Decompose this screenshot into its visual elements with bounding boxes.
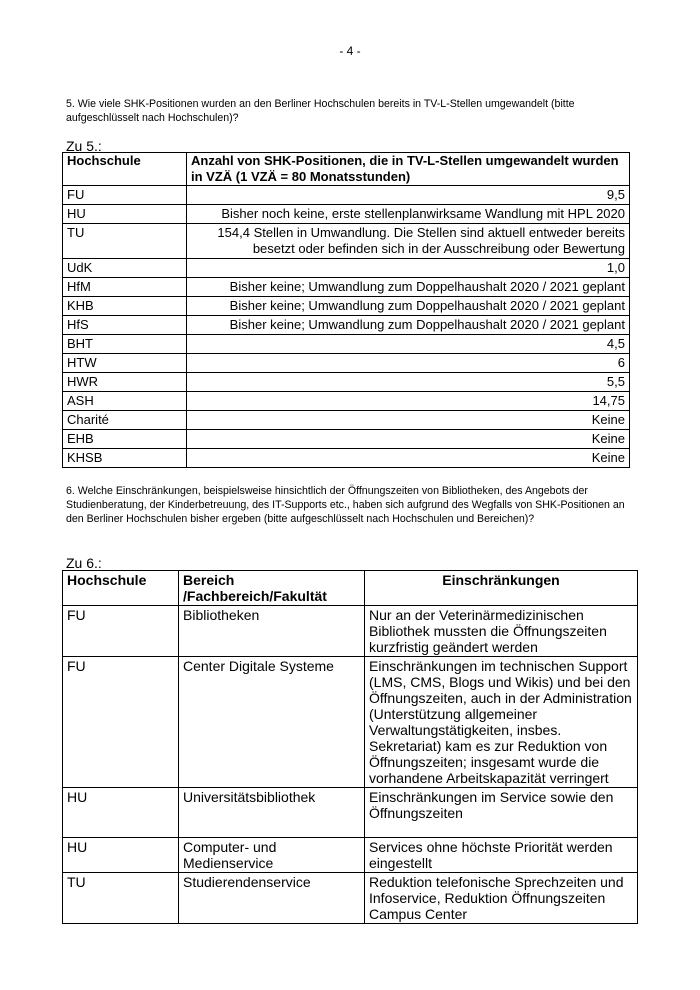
cell-hochschule: FU	[63, 606, 179, 657]
answer-6-label: Zu 6.:	[66, 555, 102, 571]
cell-anzahl: 6	[187, 354, 630, 373]
cell-bereich: Bibliotheken	[179, 606, 365, 657]
cell-anzahl: Keine	[187, 449, 630, 468]
table-row	[63, 335, 630, 354]
answer-5-label: Zu 5.:	[66, 138, 102, 154]
table-row	[63, 411, 630, 430]
table-row	[63, 205, 630, 224]
cell-bereich: Computer- und Medienservice	[179, 838, 365, 873]
table-row	[63, 392, 630, 411]
cell-hochschule: KHB	[63, 297, 187, 316]
cell-hochschule: HfS	[63, 316, 187, 335]
cell-anzahl: 5,5	[187, 373, 630, 392]
cell-anzahl: Bisher noch keine, erste stellenplanwirksame Wandlung mit HPL 2020	[187, 205, 630, 224]
cell-hochschule: HU	[63, 788, 179, 838]
cell-anzahl: 154,4 Stellen in Umwandlung. Die Stellen sind aktuell entweder bereits besetzt oder befinden sich in der Ausschreibung oder Bewertung	[187, 224, 630, 259]
cell-bereich: Center Digitale Systeme	[179, 657, 365, 788]
cell-einschraenkungen: Reduktion telefonische Sprechzeiten und Infoservice, Reduktion Öffnungszeiten Campus Center	[365, 873, 638, 924]
question-6: 6. Welche Einschränkungen, beispielsweise hinsichtlich der Öffnungszeiten von Bibliotheken, des Angebots der Studienberatung, der Kinderbetreuung, des IT-Supports etc., haben sich aufgrund des Wegfalls von SHK-Positionen an den Berliner Hochschulen bisher ergeben (bitte aufgeschlüsselt nach Hochschulen und Bereichen)?	[66, 485, 625, 525]
cell-anzahl: Bisher keine; Umwandlung zum Doppelhaushalt 2020 / 2021 geplant	[187, 316, 630, 335]
cell-hochschule: KHSB	[63, 449, 187, 468]
table-row	[63, 354, 630, 373]
cell-hochschule: ASH	[63, 392, 187, 411]
cell-hochschule: HU	[63, 205, 187, 224]
cell-hochschule: TU	[63, 224, 187, 259]
cell-anzahl: 1,0	[187, 259, 630, 278]
cell-hochschule: BHT	[63, 335, 187, 354]
cell-hochschule: HWR	[63, 373, 187, 392]
column-header-anzahl: Anzahl von SHK-Positionen, die in TV-L-Stellen umgewandelt wurden in VZÄ (1 VZÄ = 80 Monatsstunden)	[187, 153, 630, 186]
table-row	[63, 449, 630, 468]
column-header-einschraenkungen: Einschränkungen	[365, 571, 638, 606]
cell-bereich: Studierendenservice	[179, 873, 365, 924]
cell-anzahl: 14,75	[187, 392, 630, 411]
cell-anzahl: Bisher keine; Umwandlung zum Doppelhaushalt 2020 / 2021 geplant	[187, 297, 630, 316]
table-row	[63, 297, 630, 316]
table-row	[63, 788, 638, 838]
cell-anzahl: 9,5	[187, 186, 630, 205]
cell-hochschule: UdK	[63, 259, 187, 278]
cell-hochschule: EHB	[63, 430, 187, 449]
cell-hochschule: HTW	[63, 354, 187, 373]
cell-einschraenkungen: Services ohne höchste Priorität werden eingestellt	[365, 838, 638, 873]
table-row	[63, 657, 638, 788]
table-row	[63, 224, 630, 259]
table-row	[63, 259, 630, 278]
question-5: 5. Wie viele SHK-Positionen wurden an den Berliner Hochschulen bereits in TV-L-Stellen umgewandelt (bitte aufgeschlüsselt nach Hochschulen)?	[66, 98, 575, 124]
cell-hochschule: FU	[63, 186, 187, 205]
table-row	[63, 873, 638, 924]
cell-bereich: Universitätsbibliothek	[179, 788, 365, 838]
table-row	[63, 316, 630, 335]
cell-anzahl: Bisher keine; Umwandlung zum Doppelhaushalt 2020 / 2021 geplant	[187, 278, 630, 297]
cell-anzahl: Keine	[187, 430, 630, 449]
table-row	[63, 838, 638, 873]
cell-einschraenkungen: Nur an der Veterinärmedizinischen Bibliothek mussten die Öffnungszeiten kurzfristig geändert werden	[365, 606, 638, 657]
table-question-5	[62, 152, 630, 468]
cell-einschraenkungen: Einschränkungen im technischen Support (LMS, CMS, Blogs und Wikis) und bei den Öffnungszeiten, auch in der Administration (Unterstützung allgemeiner Verwaltungstätigkeiten, insbes. Sekretariat) kam es zur Reduktion von Öffnungszeiten; insgesamt wurde die vorhandene Arbeitskapazität verringert	[365, 657, 638, 788]
table-row	[63, 430, 630, 449]
column-header-hochschule: Hochschule	[63, 571, 179, 606]
cell-hochschule: HfM	[63, 278, 187, 297]
table-row	[63, 186, 630, 205]
cell-hochschule: HU	[63, 838, 179, 873]
table-row	[63, 373, 630, 392]
table-row	[63, 278, 630, 297]
cell-einschraenkungen: Einschränkungen im Service sowie den Öffnungszeiten	[365, 788, 638, 838]
column-header-bereich: Bereich /Fachbereich/Fakultät	[179, 571, 365, 606]
cell-anzahl: 4,5	[187, 335, 630, 354]
page-number: - 4 -	[339, 44, 361, 58]
cell-hochschule: Charité	[63, 411, 187, 430]
cell-hochschule: FU	[63, 657, 179, 788]
cell-anzahl: Keine	[187, 411, 630, 430]
cell-hochschule: TU	[63, 873, 179, 924]
column-header-hochschule: Hochschule	[63, 153, 187, 186]
table-row	[63, 606, 638, 657]
table-question-6	[62, 570, 638, 924]
